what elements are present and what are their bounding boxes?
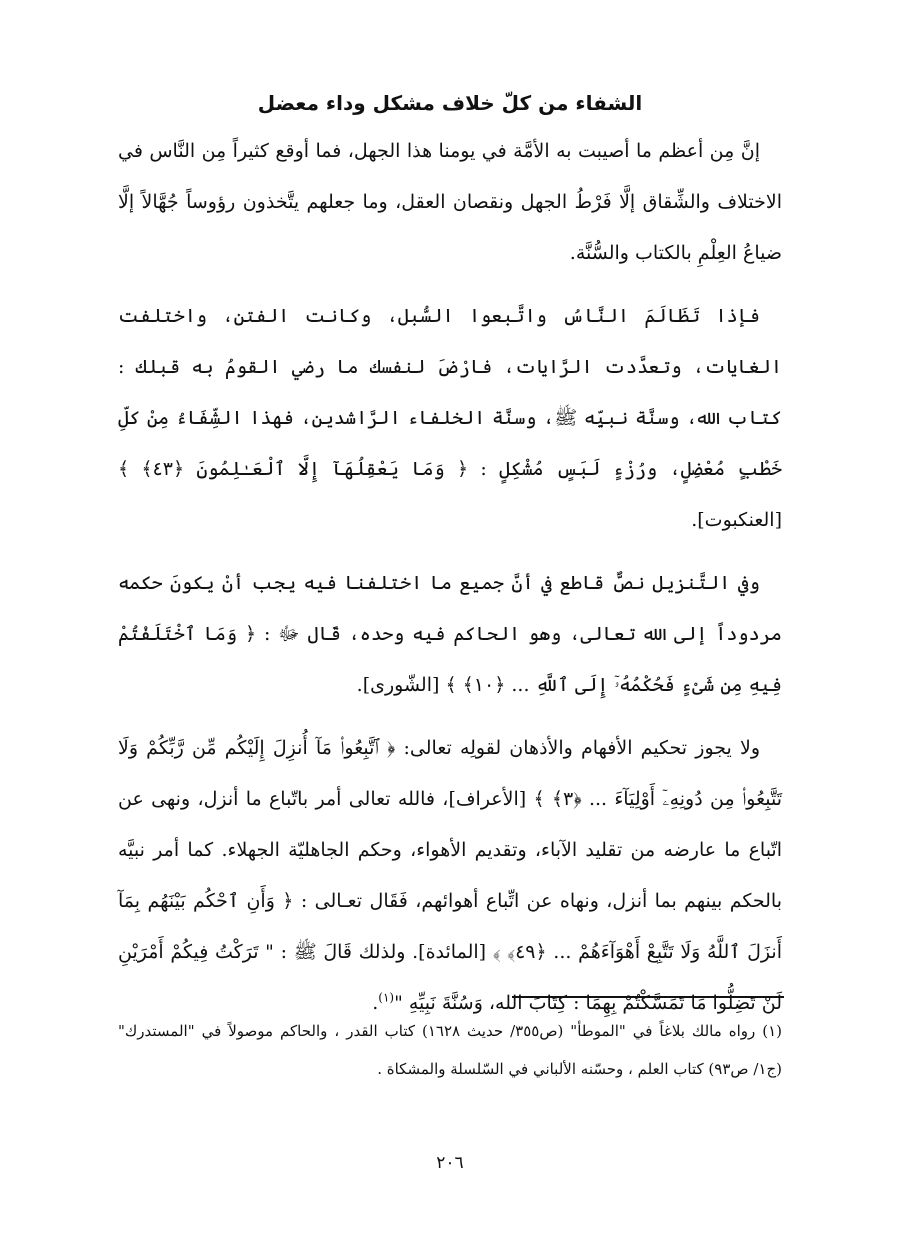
footnote-divider [512, 996, 784, 998]
body-text [118, 126, 782, 1041]
paragraph-judgement: وفي التَّنزيل نصٌّ قاطع في أنَّ جميع ما اختلفنا فيه يجب أنْ يكونَ حكمه مردوداً إلى الله تعالى، وهو الحاكم فيه وحده، قَال ﷻ : ﴿ وَمَا ٱخْتَلَفْتُمْ فِيهِ مِن شَىْءٍ فَحُكْمُهُۥٓ إِلَى ٱللَّهِ ... ﴿١٠﴾ ﴾ [الشّورى]. [118, 572, 782, 696]
page-number: ٢٠٦ [436, 1153, 464, 1173]
footnote-reference[interactable]: (١) [378, 990, 395, 1005]
paragraph-following-revelation-text: ولا يجوز تحكيم الأفهام والأذهان لقولِه تعالى: ﴿ ٱتَّبِعُوا۟ مَآ أُنزِلَ إِلَيْكُم مِّن رَّبِّكُمْ وَلَا تَتَّبِعُوا۟ مِن دُونِهِۦٓ أَوْلِيَآءَ ... ﴿٣﴾ ﴾ [الأعراف]، فالله تعالى أمر باتّباع ما أنزل، ونهى عن اتّباع ما عارضه من تقليد الآباء، وتقديم الأهواء، وحكم الجاهليّة الجهلاء. كما أمر نبيَّه بالحكم بينهم بما أنزل، ونهاه عن اتِّباع أهوائهم، فَقَال تعـالى : ﴿ وَأَنِ ٱحْكُم بَيْنَهُم بِمَآ أَنزَلَ ٱللَّهُ وَلَا تَتَّبِعْ أَهْوَآءَهُمْ ... ﴿٤٩﴾ ﴾ [المائدة]. ولذلك قَالَ ﷺ : " تَرَكْتُ فِيكُمْ أَمْرَيْنِ لَنْ تَضِلُّوا مَا تَمَسَّكْتُمْ بِهِمَا : كِتَابَ الله، وَسُنَّةَ نَبِيِّهِ " [118, 737, 782, 1014]
paragraph-remedy: فإذا تَظَالَمَ النَّاسُ واتَّبعوا السُّبل، وكانت الفتن، واختلفت الغايات، وتعدَّدت الرَّايات، فارْضَ لنفسك ما رضي القومُ به قبلك : كتاب الله، وسنَّة نبيِّه ﷺ، وسنَّة الخلفاء الرَّاشدين، فهذا الشِّفَاءُ مِنْ كلِّ خَطْبٍ مُعْضِلٍ، ورُزْءٍ لَبَسٍ مُشْكِلٍ : ﴿ وَمَا يَعْقِلُهَآ إِلَّا ٱلْعَـٰلِمُونَ ﴿٤٣﴾ ﴾ [العنكبوت]. [118, 305, 782, 531]
page-title: الشفاء من كلّ خلاف مشكل وداء معضل [257, 91, 643, 115]
paragraph-ignorance: إنَّ مِن أعظم ما أصيبت به الأمَّة في يومنا هذا الجهل، فما أوقع كثيراً مِن النَّاس في الاختلاف والشِّقاق إلَّا فَرْطُ الجهل ونقصان العقل، وما جعلهم يتَّخذون رؤوساً جُهَّالاً إلَّا ضياعُ العِلْمِ بالكتاب والسُّنَّة. [118, 140, 782, 264]
footnote: (١) رواه مالك بلاغاً في "الموطأ" (ص٣٥٥/ حديث ١٦٢٨) كتاب القدر ، والحاكم موصولاً في "المستدرك" (ج١/ ص٩٣) كتاب العلم ، وحسّنه الألباني في السّلسلة والمشكاة . [118, 1022, 783, 1078]
paragraph-following-revelation: ولا يجوز تحكيم الأفهام والأذهان لقولِه تعالى: ﴿ ٱتَّبِعُوا۟ مَآ أُنزِلَ إِلَيْكُم مِّن رَّبِّكُمْ وَلَا تَتَّبِعُوا۟ مِن دُونِهِۦٓ أَوْلِيَآءَ ... ﴿٣﴾ ﴾ [الأعراف]، فالله تعالى أمر باتّباع ما أنزل، ونهى عن اتّباع ما عارضه من تقليد الآباء، وتقديم الأهواء، وحكم الجاهليّة الجهلاء. كما أمر نبيَّه بالحكم بينهم بما أنزل، ونهاه عن اتِّباع أهوائهم، فَقَال تعـالى : ﴿ وَأَنِ ٱحْكُم بَيْنَهُم بِمَآ أَنزَلَ ٱللَّهُ وَلَا تَتَّبِعْ أَهْوَآءَهُمْ ... ﴿٤٩﴾ ﴾ [المائدة]. ولذلك قَالَ ﷺ : " تَرَكْتُ فِيكُمْ أَمْرَيْنِ لَنْ تَضِلُّوا مَا تَمَسَّكْتُمْ بِهِمَا : كِتَابَ الله، وَسُنَّةَ نَبِيِّهِ "$^{(١)}$. [118, 737, 782, 1014]
